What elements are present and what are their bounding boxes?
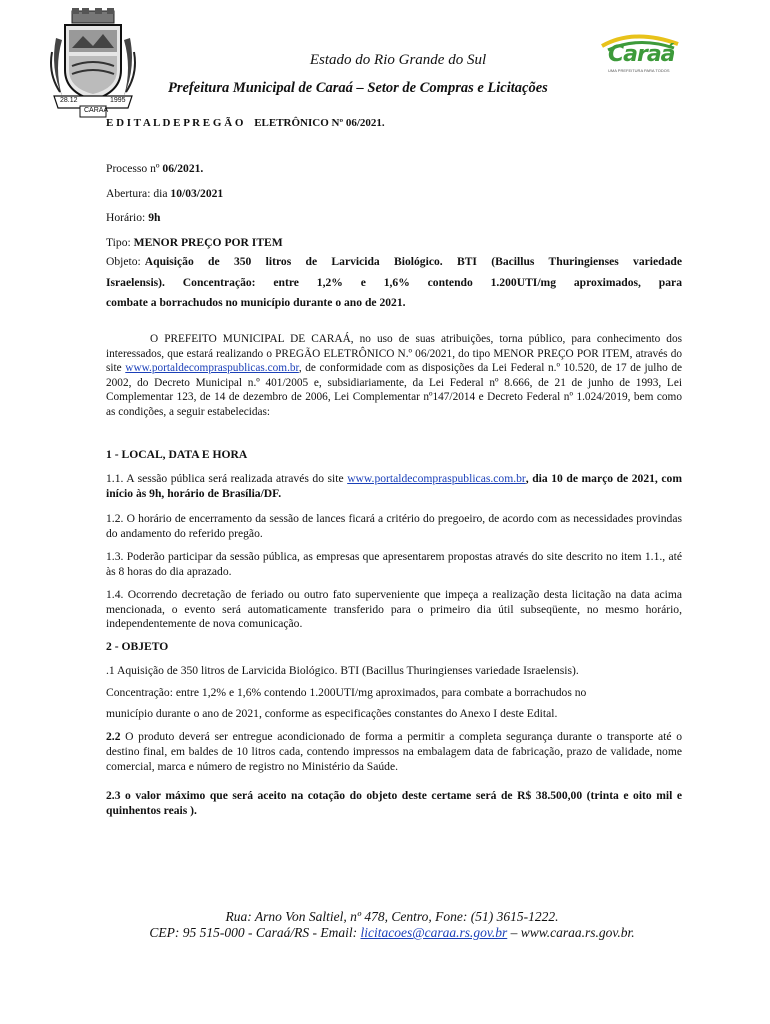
header-state: Estado do Rio Grande do Sul: [309, 52, 487, 68]
objeto-line-1: [106, 255, 682, 268]
intro-text-b: , de conformidade com as disposições da Lei Federal n.º 10.520, de 17 de julho de 2002, do Decreto Municipal n.º 401/2005 e, subsidiariamente, da Lei Federal nº 8.666, de 21 de junho de 1993, Lei Complementar 123, de 14 de dezembro de 2006, Lei Complementar nº147/2014 e Decreto Federal nº 1.024/2019, bem como as condições, a seguir estabelecidas:: [106, 362, 683, 418]
item-1-2: 1.2. O horário de encerramento da sessão de lances ficará a critério do pregoeiro, de acordo com as necessidades provindas do andamento do referido pregão.: [106, 512, 682, 540]
coat-banner-right: 1995: [110, 97, 126, 104]
footer-address: Rua: Arno Von Saltiel, nº 478, Centro, Fone: (51) 3615-1222.: [225, 909, 559, 924]
item-2-2-text: O produto deverá ser entregue acondicionado de forma a permitir a completa segurança durante o transporte até o destino final, em baldes de 10 litros cada, contendo impressos na embalagem data de fabricação, prazo de validade, nome comercial, marca e número de registro no Ministério da Saúde.: [106, 730, 682, 773]
item-2-2: [106, 730, 682, 774]
logo-wordmark: Caraá: [608, 42, 675, 67]
item-1-3: 1.3. Poderão participar da sessão pública, as empresas que apresentarem propostas através do site descrito no item 1.1., até às 8 horas do dia aprazado.: [106, 550, 682, 578]
footer-contact-a: CEP: 95 515-000 - Caraá/RS - Email:: [149, 925, 361, 940]
item-1-1-text-a: 1.1. A sessão pública será realizada através do site: [106, 472, 348, 485]
horario-label: Horário:: [106, 211, 146, 224]
item-1-1: [106, 472, 682, 501]
objeto-label: Objeto:: [106, 255, 141, 268]
intro-paragraph: [106, 332, 682, 420]
item-1-1-text-b: , dia 10 de março de 2021, com início às 9h, horário de Brasília/DF.: [106, 472, 682, 500]
tipo-label: Tipo:: [106, 236, 131, 249]
item-2-1-line-3: município durante o ano de 2021, conforme as especificações constantes do Anexo I deste Edital.: [106, 707, 558, 720]
portal-link-intro[interactable]: www.portaldecompraspublicas.com.br: [125, 362, 299, 375]
item-2-1-line-2: Concentração: entre 1,2% e 1,6% contendo 1.200UTI/mg aproximados, para combate a borrachudos no: [106, 686, 587, 699]
item-2-1-line-1: .1 Aquisição de 350 litros de Larvicida Biológico. BTI (Bacillus Thuringienses variedade Israelensis).: [106, 664, 579, 677]
section1-heading: 1 - LOCAL, DATA E HORA: [106, 448, 248, 461]
portal-link-1-1[interactable]: www.portaldecompraspublicas.com.br: [347, 472, 526, 485]
email-link[interactable]: licitacoes@caraa.rs.gov.br: [360, 925, 508, 940]
section2-heading: 2 - OBJETO: [106, 640, 169, 653]
horario-value: 9h: [148, 211, 161, 224]
processo-line: [106, 162, 203, 175]
coat-banner-left: 28.12: [60, 97, 78, 104]
tipo-line: [106, 236, 283, 249]
logo-subtitle: UMA PREFEITURA PARA TODOS: [608, 68, 670, 73]
item-1-4: 1.4. Ocorrendo decretação de feriado ou outro fato superveniente que impeça a realização desta licitação na data acima mencionada, o evento será automaticamente transferido para o primeiro dia útil subseqüente, no mesmo horário, independentemente de nova comunicação.: [106, 588, 682, 631]
edital-title-number: ELETRÔNICO Nº 06/2021.: [254, 117, 385, 129]
item-2-3: 2.3 o valor máximo que será aceito na cotação do objeto deste certame será de R$ 38.500,00 (trinta e oito mil e quinhentos reais ).: [106, 789, 682, 817]
coat-label: CARAÁ: [84, 107, 109, 114]
tipo-value: MENOR PREÇO POR ITEM: [133, 236, 283, 249]
edital-title: [106, 117, 385, 129]
item-2-2-number: 2.2: [106, 730, 121, 743]
objeto-text-3: combate a borrachudos no município durante o ano de 2021.: [106, 296, 406, 309]
abertura-label: Abertura: dia: [106, 187, 168, 200]
objeto-text-1: Aquisição de 350 litros de Larvicida Biológico. BTI (Bacillus Thuringienses variedade: [144, 255, 682, 268]
processo-value: 06/2021.: [162, 162, 204, 175]
footer-contact-b: – www.caraa.rs.gov.br.: [507, 925, 635, 940]
abertura-value: 10/03/2021: [170, 187, 224, 200]
footer-contact: [0, 925, 770, 941]
objeto-text-2: Israelensis). Concentração: entre 1,2% e 1,6% contendo 1.200UTI/mg aproximados, para: [106, 276, 682, 289]
header-prefecture: Prefeitura Municipal de Caraá – Setor de Compras e Licitações: [168, 80, 548, 96]
edital-title-letters: E D I T A L D E P R E G Ã O: [106, 117, 244, 129]
processo-label: Processo nº: [106, 162, 160, 175]
horario-line: [106, 211, 160, 224]
abertura-line: [106, 187, 223, 200]
intro-text-a: O PREFEITO MUNICIPAL DE CARAÁ, no uso de suas atribuições, torna público, para conhecimento dos interessados, que estará realizando o PREGÃO ELETRÔNICO N.º 06/2021, do tipo MENOR PREÇO POR ITEM, através do site: [106, 333, 682, 375]
